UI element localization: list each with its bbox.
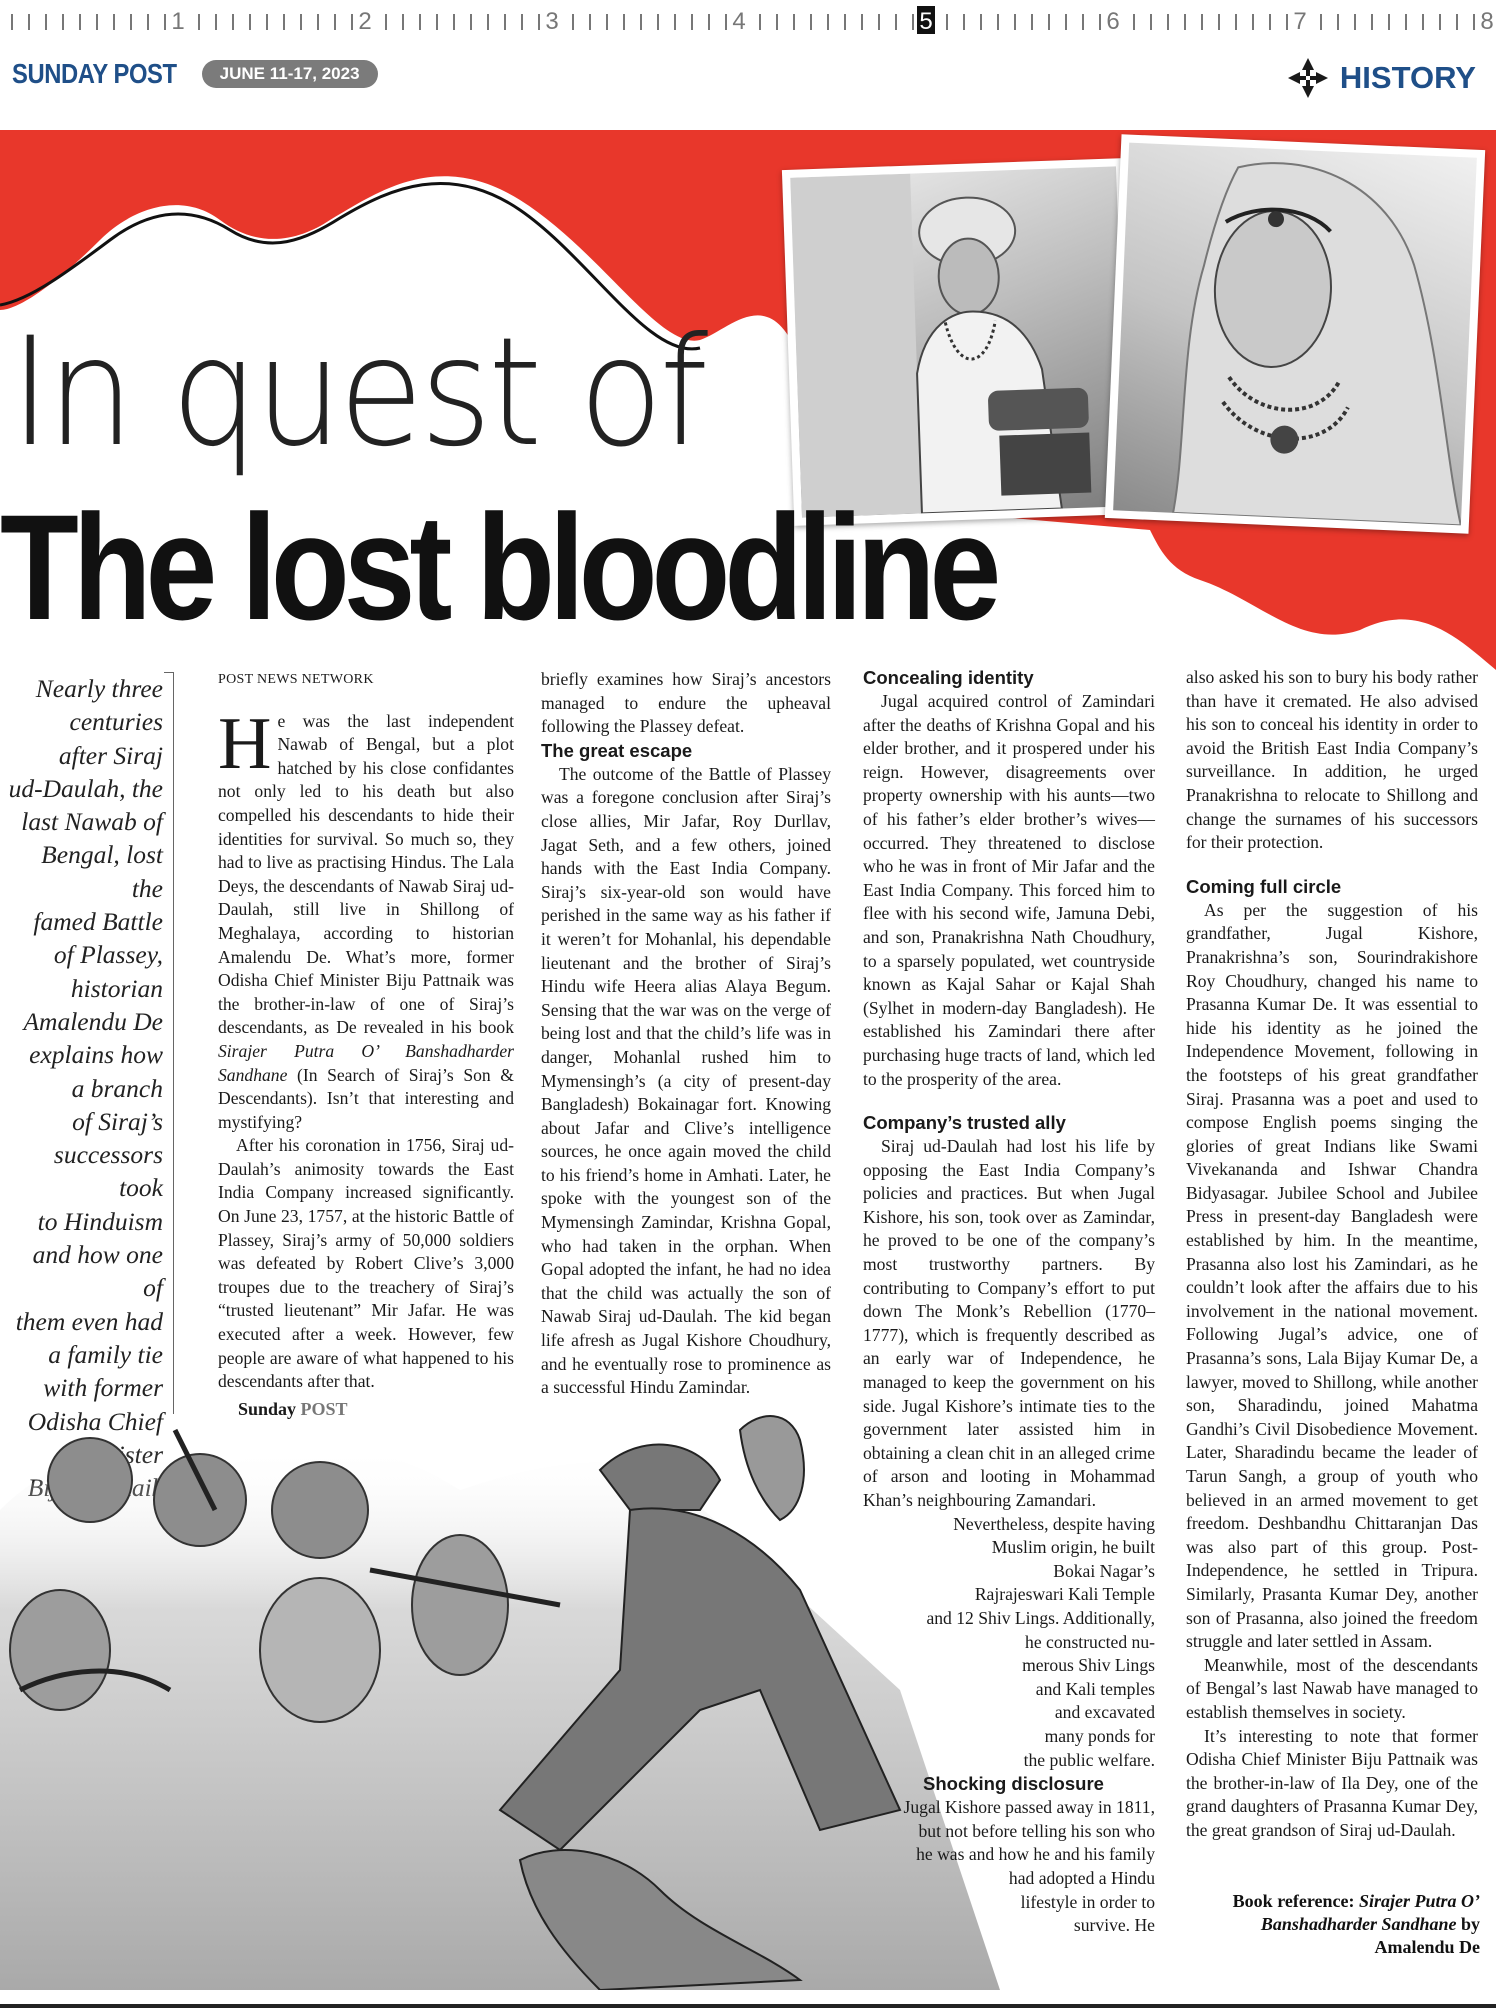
book-title: Sirajer Putra O’ Banshadharder Sandhane xyxy=(218,1040,514,1085)
section-label: HISTORY xyxy=(1339,60,1476,95)
paragraph: briefly examines how Siraj’s ancestors managed to endure the upheaval following the Plassey defeat. xyxy=(541,669,831,737)
issue-date: JUNE 11-17, 2023 xyxy=(202,60,378,88)
begum-illustration xyxy=(1113,143,1477,526)
headline-line2: The lost bloodline xyxy=(0,483,996,651)
headline-line1: In quest of xyxy=(10,306,705,480)
text-line: and Kali temples xyxy=(1035,1678,1155,1699)
paragraph: After his coronation in 1756, Siraj ud-Daulah’s animosity towards the East India Company increased significantly. On June 23, 1757, at the historic Battle of Plassey, Siraj’s army of 50,000 soldiers was defeated by Robert Clive’s 3,000 troupes due to the treachery of Siraj’s “trusted lieutenant” Mir Jafar. He was executed after a week. However, few people are aware of what happened to his descendants after that. xyxy=(218,1135,514,1392)
text-line: Bokai Nagar’s xyxy=(1053,1560,1155,1581)
text-line: had adopted a Hindu xyxy=(1008,1867,1155,1888)
paragraph-wrapped xyxy=(863,1513,1155,1773)
subhead-shocking-disclosure: Shocking disclosure xyxy=(923,1773,1104,1795)
text-line: Nevertheless, despite having xyxy=(953,1513,1155,1534)
paragraph: Siraj ud-Daulah had lost his life by opposing the East India Company’s policies and practices. But when Jugal Kishore, his son, took over as Zamindar, he proved to be one of the company’s most trustworthy partners. By contributing to Company’s effort to put down The Monk’s Rebellion (1770–1777), which is frequently described as an early war of Independence, he managed to keep the government on his side. Jugal Kishore’s intimate ties to the government later assisted him in obtaining a clean chit in an alleged crime of arson and looting in Mohammad Khan’s neighbouring Zamandari. xyxy=(863,1136,1155,1510)
paragraph: Meanwhile, most of the descendants of Bengal’s last Nawab have managed to establish themselves in society. xyxy=(1186,1654,1478,1722)
book-ref-label: Book reference: xyxy=(1232,1891,1355,1911)
byline: POST NEWS NETWORK xyxy=(218,672,374,687)
text-line: Jugal Kishore passed away in 1811, xyxy=(903,1797,1155,1818)
text-line: Rajrajeswari Kali Temple xyxy=(974,1584,1155,1605)
masthead xyxy=(12,56,378,92)
article-column-3 xyxy=(863,666,1155,1938)
article-column-1 xyxy=(218,668,514,1421)
book-ref-title: Sirajer Putra O’ Banshadharder Sandhane xyxy=(1260,1891,1480,1934)
nawab-illustration xyxy=(790,166,1128,517)
paper-signoff xyxy=(218,1398,514,1422)
compass-arrows-icon xyxy=(1286,56,1330,100)
text-line: Muslim origin, he built xyxy=(991,1537,1155,1558)
article-column-4 xyxy=(1186,666,1478,1843)
text-line: he was and how he and his family xyxy=(916,1844,1155,1865)
bottom-rule xyxy=(0,2004,1496,2008)
text-line: lifestyle in order to xyxy=(1020,1891,1155,1912)
book-reference xyxy=(1190,1890,1480,1959)
text-line: and excavated xyxy=(1054,1702,1155,1723)
ruler-number: 7 xyxy=(1293,8,1307,35)
ruler-number: 6 xyxy=(1106,8,1120,35)
subhead-trusted-ally: Company’s trusted ally xyxy=(863,1112,1066,1134)
ruler-number: 5 xyxy=(919,8,933,35)
signoff-post: POST xyxy=(300,1398,348,1419)
text-line: merous Shiv Lings xyxy=(1022,1655,1155,1676)
ruler-number: 3 xyxy=(545,8,559,35)
text-line: many ponds for xyxy=(1044,1725,1155,1746)
lead-text: e was the last independent Nawab of Bengal, but a plot hatched by his close confidantes not only led to his death but also compelled his descendants to hide their identities for survival. So much so, they had to live as practising Hindus. The Lala Deys, the descendants of Nawab Siraj ud-Daulah, still live in Shillong of Meghalaya, according to historian Amalendu De. What’s more, former Odisha Chief Minister Biju Pattnaik was the brother-in-law of one of Siraj’s descendants, as De revealed in his book xyxy=(218,710,514,1038)
lead-text-end: (In Search of Siraj’s Son & Descendants). Isn’t that interesting and mystifying? xyxy=(218,1064,514,1132)
ruler-number: 1 xyxy=(171,8,185,35)
article-lead xyxy=(218,702,514,1135)
section-header xyxy=(1286,56,1476,100)
paragraph: It’s interesting to note that former Odisha Chief Minister Biju Pattnaik was the brother-in-law of Ila Dey, one of the grand daughters of Prasanna Kumar Dey, the great grandson of Siraj ud-Daulah. xyxy=(1186,1725,1478,1840)
paragraph: Jugal acquired control of Zamindari after the deaths of Krishna Gopal and his elder brother, and it prospered under his reign. However, disagreements over property ownership with his aunts—two of his father’s elder brother’s wives—occurred. They threatened to disclose who he was in front of Mir Jafar and the East India Company. This forced him to flee with his second wife, Jamuna Debi, and son, Pranakrishna Nath Choudhury, to a sparsely populated, wet countryside known as Kajal Sahar or Kajal Shah (Sylhet in modern-day Bangladesh). He established his Zamindari there after purchasing huge tracts of land, which led to the prosperity of the area. xyxy=(863,691,1155,1089)
ruler-number: 4 xyxy=(732,8,746,35)
paragraph: As per the suggestion of his grandfather, Jugal Kishore, Pranakrishna’s son, Sourindrakishore Roy Choudhury, changed his name to Prasanna Kumar De. It was essential to hide his identity as he joined the Independence Movement, following in the footsteps of his great grandfather Siraj. Prasanna was a poet and used to compose English poems singing the glories of great Indians like Swami Vivekananda and Ishwar Chandra Bidyasagar. Jubilee School and Jubilee Press in present-day Bangladesh were established by him. In the meantime, Prasanna also lost his Zamindari, as he couldn’t look after the affairs due to his involvement in the national movement. Following Jugal’s advice, one of Prasanna’s sons, Lala Bijay Kumar De, a lawyer, moved to Shillong, while another son, Sharadindu, joined Mahatma Gandhi’s Civil Disobedience Movement. Later, Sharadindu became the leader of Tarun Sangh, a group of youth who believed in an armed movement to get freedom. Deshbandhu Chittaranjan Das was also part of this group. Post-Independence, he settled in Tripura. Similarly, Prasanta Kumar Dey, another son of Prasanna, also joined the freedom struggle and later settled in Assam. xyxy=(1186,899,1478,1652)
text-line: but not before telling his son who xyxy=(918,1820,1155,1841)
subhead-concealing-identity: Concealing identity xyxy=(863,667,1034,688)
text-line: and 12 Shiv Lings. Additionally, xyxy=(926,1607,1155,1628)
subhead-full-circle: Coming full circle xyxy=(1186,875,1342,897)
subhead-great-escape: The great escape xyxy=(541,739,693,761)
portrait-begum xyxy=(1105,134,1485,534)
drop-cap: H xyxy=(218,702,272,785)
portrait-siraj xyxy=(782,158,1136,526)
ruler-number: 2 xyxy=(358,8,372,35)
signoff-sunday: Sunday xyxy=(238,1398,297,1419)
paragraph-wrapped xyxy=(863,1796,1155,1938)
text-line: he constructed nu- xyxy=(1025,1631,1155,1652)
page-ruler xyxy=(0,0,1496,38)
book-ref-author: by Amalendu De xyxy=(1374,1914,1480,1957)
paragraph: The outcome of the Battle of Plassey was a foregone conclusion after Siraj’s close allies, Mir Jafar, Roy Durllav, Jagat Seth, and a few others, joined hands with the East India Company. Siraj’s six-year-old son would have perished in the same way as his father if it weren’t for Mohanlal, his dependable lieutenant and the brother of Siraj’s Hindu wife Heera alias Alaya Begum. Sensing that the war was on the verge of being lost and that the child’s life was in danger, Mohanlal rushed him to Mymensingh’s (a city of present-day Bangladesh) Bokainagar fort. Knowing about Jafar and Clive’s intelligence sources, he once again moved the child to his friend’s home in Amhati. Later, he spoke with the youngest son of the Mymensingh Zamindar, Krishna Gopal, who had taken in the orphan. When Gopal adopted the infant, he had no idea that the child was actually the son of Nawab Siraj ud-Daulah. The kid began life afresh as Jugal Kishore Choudhury, and he eventually rose to prominence as a successful Hindu Zamindar. xyxy=(541,763,831,1398)
article-column-2 xyxy=(541,668,831,1400)
ruler-number: 8 xyxy=(1480,8,1494,35)
text-line: survive. He xyxy=(1073,1915,1155,1936)
brand-name: SUNDAY POST xyxy=(12,58,177,89)
text-line: the public welfare. xyxy=(1023,1749,1155,1770)
paragraph: also asked his son to bury his body rather than have it cremated. He also advised his son to conceal his identity in order to avoid the British East India Company’s surveillance. In addition, he urged Pranakrishna to relocate to Shillong and change the surnames of his successors for their protection. xyxy=(1186,667,1478,853)
standfirst-deck: Nearly three centuries after Siraj ud-Daulah, the last Nawab of Bengal, lost the famed Battle of Plassey, historian Amalendu De explains how a branch of Siraj’s successors took to Hinduism and how one of them even had a family tie with former Odisha Chief xyxy=(8,672,174,1414)
